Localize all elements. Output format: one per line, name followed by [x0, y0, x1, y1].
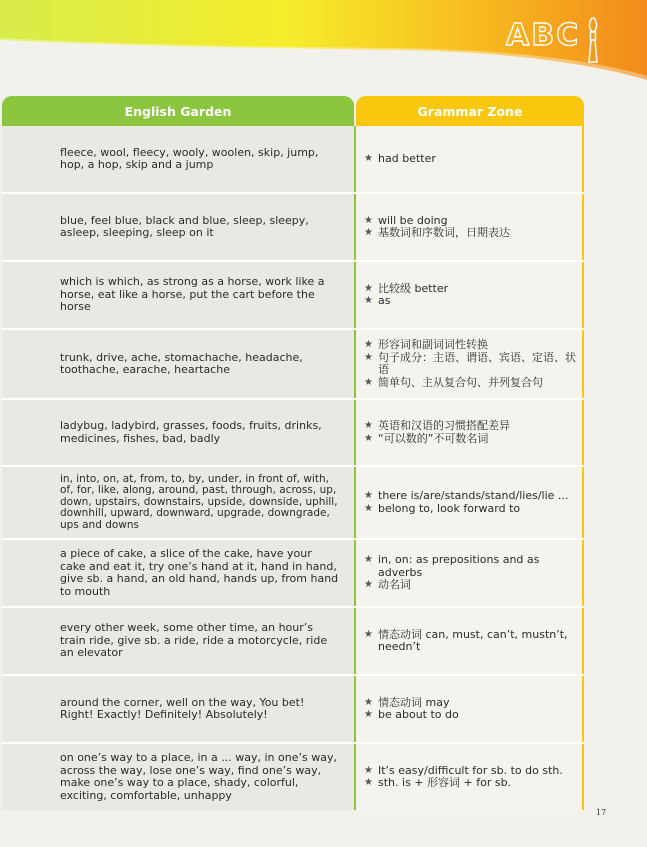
- vocab-cell: fleece, wool, fleecy, wooly, woolen, skip, jump, hop, a hop, skip and a jump: [2, 126, 354, 192]
- star-icon: ★: [364, 764, 373, 776]
- grammar-item: ★ “可以数的”不可数名词: [364, 431, 489, 445]
- grammar-item: ★ 形容词和副词词性转换: [364, 338, 488, 351]
- page-number: 17: [596, 808, 607, 817]
- grammar-item: ★ 动名词: [364, 578, 411, 592]
- grammar-item: ★ It’s easy/difficult for sb. to do sth.: [364, 763, 563, 777]
- abc-logo: [506, 14, 606, 66]
- grammar-zone-heading: Grammar Zone: [356, 96, 584, 126]
- grammar-cell: [354, 262, 584, 328]
- vocab-cell: around the corner, well on the way, You bet! Right! Exactly! Definitely! Absolutely!: [2, 676, 354, 742]
- star-icon: ★: [364, 376, 373, 388]
- star-icon: ★: [364, 490, 373, 501]
- english-garden-heading: English Garden: [2, 96, 354, 126]
- star-icon: ★: [364, 420, 373, 431]
- grammar-cell: [354, 744, 584, 810]
- star-icon: ★: [364, 628, 373, 640]
- abc-logo-text: ABC: [506, 18, 581, 53]
- grammar-item: ★ will be doing: [364, 213, 448, 227]
- table-row: [2, 330, 584, 400]
- grammar-item: ★ in, on: as prepositions and as adverbs: [364, 553, 540, 579]
- star-icon: ★: [364, 227, 373, 238]
- vocab-cell: ladybug, ladybird, grasses, foods, fruits, drinks, medicines, fishes, bad, badly: [2, 400, 354, 465]
- star-icon: ★: [364, 152, 373, 164]
- table-row: [2, 540, 584, 608]
- grammar-item: ★ 基数词和序数词，日期表达: [364, 226, 510, 239]
- star-icon: ★: [364, 432, 373, 444]
- grammar-item: ★ be about to do: [364, 708, 459, 721]
- grammar-item: ★ had better: [364, 151, 436, 165]
- grammar-item: ★ as: [364, 294, 391, 307]
- vocab-cell: trunk, drive, ache, stomachache, headache, toothache, earache, heartache: [2, 330, 354, 398]
- star-icon: ★: [364, 579, 373, 591]
- grammar-cell: [354, 608, 584, 674]
- star-icon: ★: [364, 554, 373, 566]
- table-header: [2, 96, 584, 126]
- grammar-cell: [354, 400, 584, 465]
- grammar-item: ★ 英语和汉语的习惯搭配差异: [364, 419, 510, 432]
- table-row: [2, 194, 584, 262]
- table-row: [2, 467, 584, 540]
- star-icon: ★: [364, 214, 373, 226]
- grammar-item: ★ 情态动词 may: [364, 695, 450, 709]
- grammar-item: ★ belong to, look forward to: [364, 501, 521, 515]
- vocab-cell: in, into, on, at, from, to, by, under, in front of, with, of, for, like, along, around, past, through, across, up, down, upstairs, downstairs, upside, downside, uphill, downhill, upward, downward, upgrade, downgrade, ups and downs: [2, 467, 354, 538]
- grammar-item: ★ sth. is + 形容词 + for sb.: [364, 776, 512, 789]
- table-row: [2, 126, 584, 194]
- grammar-cell: [354, 540, 584, 606]
- vocab-cell: which is which, as strong as a horse, work like a horse, eat like a horse, put the cart before the horse: [2, 262, 354, 328]
- vocab-cell: every other week, some other time, an hour’s train ride, give sb. a ride, ride a motorcycle, ride an elevator: [2, 608, 354, 674]
- grammar-cell: [354, 330, 584, 398]
- vocab-cell: blue, feel blue, black and blue, sleep, sleepy, asleep, sleeping, sleep on it: [2, 194, 354, 260]
- grammar-item: ★ 句子成分：主语、谓语、宾语、定语、状语: [364, 350, 576, 376]
- star-icon: ★: [364, 282, 373, 294]
- grammar-cell: [354, 676, 584, 742]
- paintbrush-icon: [582, 16, 604, 64]
- star-icon: ★: [364, 502, 373, 514]
- vocab-cell: on one’s way to a place, in a ... way, in one’s way, across the way, lose one’s way, find one’s way, make one’s way to a place, shady, colorful, exciting, comfortable, unhappy: [2, 744, 354, 810]
- star-icon: ★: [364, 696, 373, 708]
- table-row: [2, 608, 584, 676]
- grammar-item: ★ 情态动词 can, must, can’t, mustn’t, needn’t: [364, 627, 568, 653]
- table-row: [2, 400, 584, 467]
- table-row: [2, 262, 584, 330]
- grammar-cell: [354, 126, 584, 192]
- star-icon: ★: [364, 709, 373, 720]
- grammar-item: ★ 比较级 better: [364, 281, 449, 295]
- star-icon: ★: [364, 295, 373, 306]
- table-row: [2, 744, 584, 810]
- star-icon: ★: [364, 351, 373, 363]
- grammar-cell: [354, 194, 584, 260]
- grammar-item: ★ 简单句、主从复合句、并列复合句: [364, 375, 543, 389]
- vocab-cell: a piece of cake, a slice of the cake, have your cake and eat it, try one’s hand at it, hand in hand, give sb. a hand, an old hand, hands up, from hand to mouth: [2, 540, 354, 606]
- table-row: [2, 676, 584, 744]
- contents-table: [2, 126, 584, 810]
- star-icon: ★: [364, 777, 373, 788]
- star-icon: ★: [364, 339, 373, 350]
- grammar-cell: [354, 467, 584, 538]
- grammar-item: ★ there is/are/stands/stand/lies/lie ...: [364, 489, 569, 502]
